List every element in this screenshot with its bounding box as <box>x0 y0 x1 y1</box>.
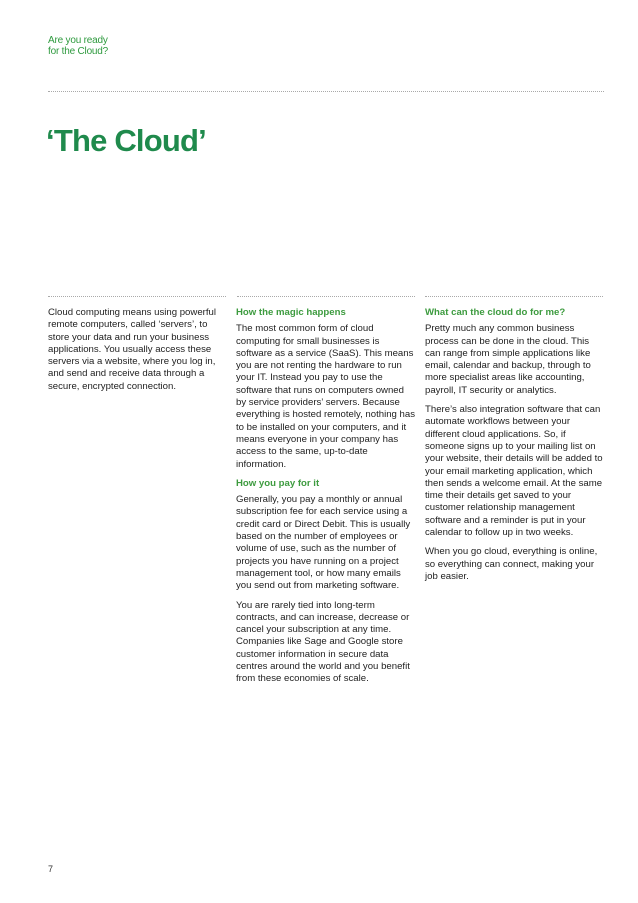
column-3-divider <box>425 296 603 297</box>
running-header <box>48 35 108 57</box>
pay-paragraph-2: You are rarely tied into long-term contracts, and can increase, decrease or cancel your subscription at any time. Companies like Sage and Google store customer information in secure data centres around the world and you benefit from these economies of scale. <box>236 599 410 685</box>
right-column <box>425 307 605 590</box>
page-title: ‘The Cloud’ <box>46 122 206 158</box>
column-1-divider <box>48 296 226 297</box>
magic-paragraph: The most common form of cloud computing for small businesses is software as a service (SaaS). This means you are not renting the hardware to run your IT. Instead you pay to use the software that runs on computers owned by service providers’ servers. Because everything is hosted remotely, nothing has to be installed on your computers, and it means everyone in your company has access to the same, up-to-date information. <box>236 323 416 470</box>
magic-heading: How the magic happens <box>236 307 346 318</box>
benefits-paragraph-1: Pretty much any common business process can be done in the cloud. This can range from simple applications like email, calendar and backup, through to more specialist areas like accounting, payroll, IT security or analytics. <box>425 323 591 396</box>
intro-column <box>48 307 230 400</box>
benefits-paragraph-3: When you go cloud, everything is online, so everything can connect, making your job easier. <box>425 546 598 582</box>
benefits-paragraph-2: There’s also integration software that can automate workflows between your different cloud applications. So, if someone signs up to your mailing list on your website, their details will be added to your email marketing application, which then sends a welcome email. At the same time their details get saved to your customer relationship management software and a reminder is put in your calendar to follow up in two weeks. <box>425 404 603 539</box>
intro-paragraph: Cloud computing means using powerful remote computers, called ‘servers’, to store your data and run your business applications. You usually access these servers via a website, where you log in, and send and receive data through a secure, encrypted connection. <box>48 307 216 392</box>
column-2-divider <box>237 296 415 297</box>
middle-column <box>236 307 416 693</box>
pay-heading: How you pay for it <box>236 477 320 489</box>
page-number: 7 <box>48 864 54 874</box>
top-divider <box>48 91 604 92</box>
benefits-heading: What can the cloud do for me? <box>425 307 566 318</box>
running-header-line-2: for the Cloud? <box>48 46 109 57</box>
pay-paragraph-1: Generally, you pay a monthly or annual subscription fee for each service using a credit card or Direct Debit. This is usually based on the number of employees or volume of use, such as the number of projects you have running on a project management tool, or how many emails you send out from marketing software. <box>236 494 411 592</box>
running-header-line-1: Are you ready <box>48 35 108 46</box>
